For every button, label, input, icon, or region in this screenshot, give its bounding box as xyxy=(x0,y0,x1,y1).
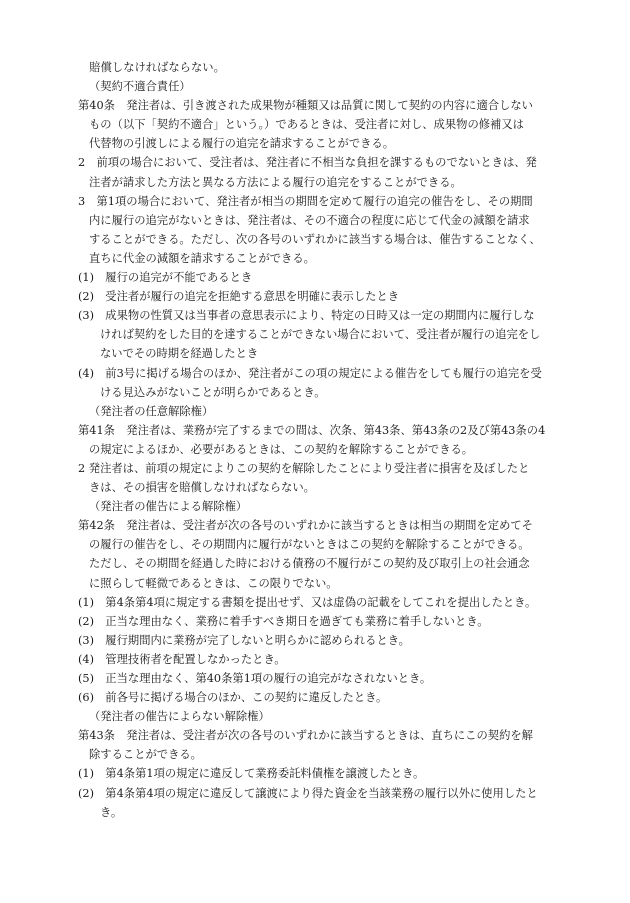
list-item xyxy=(78,593,556,612)
text-line: (4) 前3号に掲げる場合のほか、発注者がこの項の規定による催告をしても履行の追完を受 xyxy=(78,366,542,380)
text-line: 賠償しなければならない。 xyxy=(78,61,225,74)
text-line: 内に履行の追完がないときは、発注者は、その不適合の程度に応じて代金の減額を請求 xyxy=(89,213,530,227)
section-heading xyxy=(78,497,556,516)
article-paragraph xyxy=(78,421,556,459)
text-line: （発注者の任意解除権） xyxy=(89,404,214,418)
text-line: 2 発注者は、前項の規定によりこの契約を解除したことにより受注者に損害を及ぼしたと xyxy=(78,461,530,475)
text-line: することができる。ただし、次の各号のいずれかに該当する場合は、催告することなく、 xyxy=(89,232,541,246)
text-line: 第42条 発注者は、受注者が次の各号のいずれかに該当するときは相当の期間を定めてそ xyxy=(78,519,533,533)
text-line: ないでその時期を経過したとき xyxy=(100,347,259,361)
list-item xyxy=(78,612,556,631)
list-item xyxy=(78,631,556,650)
list-item xyxy=(78,364,556,402)
continued-text xyxy=(78,58,556,77)
text-line: (6) 前各号に掲げる場合のほか、この契約に違反したとき。 xyxy=(78,691,388,705)
text-line: きは、その損害を賠償しなければならない。 xyxy=(89,481,315,495)
text-line: 3 第1項の場合において、発注者が相当の期間を定めて履行の追完の催告をし、その期間 xyxy=(78,194,533,208)
list-item xyxy=(78,287,556,306)
text-line: の履行の催告をし、その期間内に履行がないときはこの契約を解除することができる。 xyxy=(89,538,530,552)
section-heading xyxy=(78,707,556,726)
text-line: (1) 第4条第1項の規定に違反して業務委託料債権を譲渡したとき。 xyxy=(78,767,425,781)
text-line: 第43条 発注者は、受注者が次の各号のいずれかに該当するときは、直ちにこの契約を解 xyxy=(78,729,533,743)
text-line: 除することができる。 xyxy=(89,748,202,762)
text-line: に照らして軽微であるときは、この限りでない。 xyxy=(89,576,338,590)
list-item xyxy=(78,306,556,363)
text-line: (3) 履行期間内に業務が完了しないと明らかに認められるとき。 xyxy=(78,633,410,647)
numbered-paragraph xyxy=(78,192,556,268)
text-line: 第41条 発注者は、業務が完了するまでの間は、次条、第43条、第43条の2及び第43条の4 xyxy=(78,423,546,437)
text-line: 第40条 発注者は、引き渡された成果物が種類又は品質に関して契約の内容に適合しない xyxy=(78,99,533,113)
list-item xyxy=(78,268,556,287)
text-line: (2) 第4条第4項の規定に違反して譲渡により得た資金を当該業務の履行以外に使用したと xyxy=(78,786,538,800)
text-line: (4) 管理技術者を配置しなかったとき。 xyxy=(78,652,286,666)
text-line: (2) 正当な理由なく、業務に着手すべき期日を過ぎても業務に着手しないとき。 xyxy=(78,614,489,628)
list-item xyxy=(78,764,556,783)
text-line: き。 xyxy=(100,805,123,819)
text-line: 直ちに代金の減額を請求することができる。 xyxy=(89,251,315,265)
numbered-paragraph xyxy=(78,459,556,497)
text-line: ただし、その期間を経過した時における債務の不履行がこの契約及び取引上の社会通念 xyxy=(89,557,530,571)
section-heading xyxy=(78,402,556,421)
text-line: ける見込みがないことが明らかであるとき。 xyxy=(100,385,326,399)
article-paragraph xyxy=(78,726,556,764)
text-line: (1) 第4条第4項に規定する書類を提出せず、又は虚偽の記載をしてこれを提出したとき。 xyxy=(78,595,537,609)
text-line: (3) 成果物の性質又は当事者の意思表示により、特定の日時又は一定の期間内に履行しな xyxy=(78,309,535,323)
numbered-paragraph xyxy=(78,153,556,191)
text-line: 代替物の引渡しによる履行の追完を請求することができる。 xyxy=(89,137,395,151)
text-line: (2) 受注者が履行の追完を拒絶する意思を明確に表示したとき xyxy=(78,290,400,304)
text-line: の規定によるほか、必要があるときは、この契約を解除することができる。 xyxy=(89,442,474,456)
list-item xyxy=(78,688,556,707)
list-item xyxy=(78,650,556,669)
text-line: 注者が請求した方法と異なる方法による履行の追完をすることができる。 xyxy=(89,175,462,189)
text-line: (5) 正当な理由なく、第40条第1項の履行の追完がなされないとき。 xyxy=(78,672,432,685)
text-line: （発注者の催告によらない解除権） xyxy=(89,710,270,724)
article-paragraph xyxy=(78,516,556,592)
article-paragraph xyxy=(78,96,556,153)
document-body xyxy=(78,58,556,822)
list-item xyxy=(78,669,556,688)
list-item xyxy=(78,784,556,822)
section-heading xyxy=(78,77,556,96)
text-line: (1) 履行の追完が不能であるとき xyxy=(78,271,253,285)
text-line: もの（以下「契約不適合」という。）であるときは、受注者に対し、成果物の修補又は xyxy=(89,118,524,132)
text-line: （発注者の催告による解除権） xyxy=(89,500,248,514)
text-line: 2 前項の場合において、受注者は、発注者に不相当な負担を課するものでないときは、発 xyxy=(78,156,537,170)
text-line: （契約不適合責任） xyxy=(89,80,191,94)
text-line: ければ契約をした目的を達することができない場合において、受注者が履行の追完をし xyxy=(100,328,541,342)
